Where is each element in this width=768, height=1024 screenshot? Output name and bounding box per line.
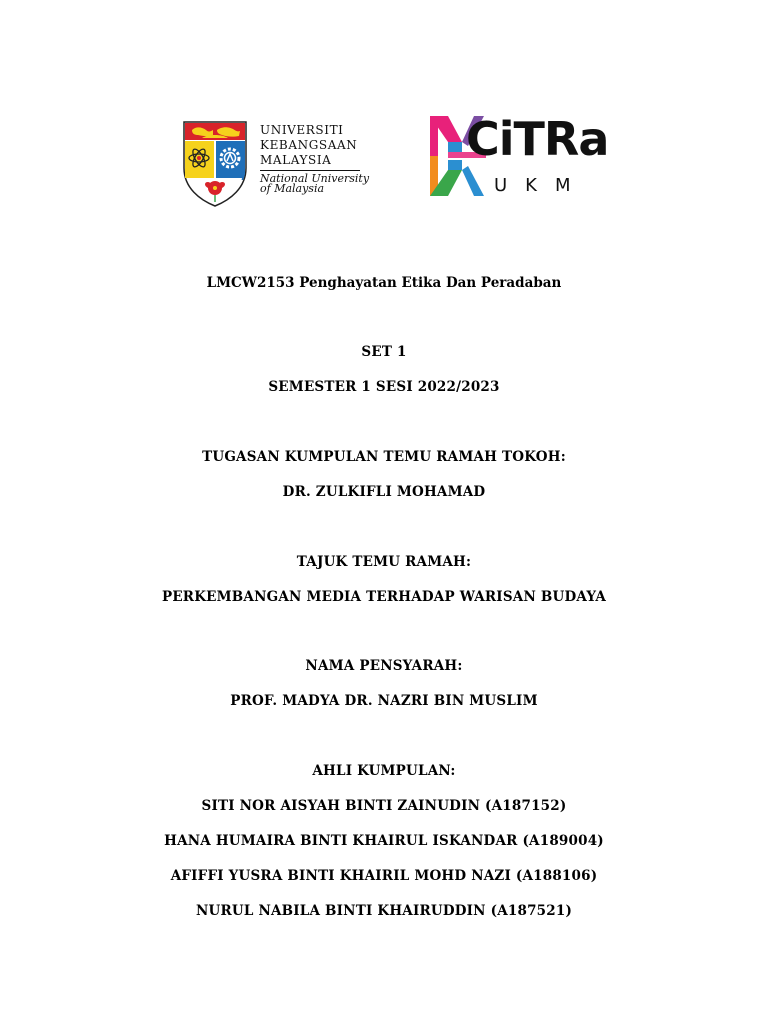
member-item: SITI NOR AISYAH BINTI ZAINUDIN (A187152)	[201, 798, 567, 814]
ukm-logo	[180, 116, 370, 212]
member-item: NURUL NABILA BINTI KHAIRUDDIN (A187521)	[195, 903, 573, 919]
citra-wordmark: CiTRa	[466, 112, 609, 166]
set-label: SET 1	[361, 344, 407, 360]
topic-title: PERKEMBANGAN MEDIA TERHADAP WARISAN BUDAYA	[161, 589, 607, 605]
assignment-heading: TUGASAN KUMPULAN TEMU RAMAH TOKOH:	[202, 449, 566, 465]
course-title: LMCW2153 Penghayatan Etika Dan Peradaban	[206, 275, 562, 291]
ukm-name-line-3: MALAYSIA	[260, 153, 332, 167]
member-item: AFIFFI YUSRA BINTI KHAIRIL MOHD NAZI (A188106)	[170, 868, 598, 884]
ukm-wordmark	[260, 124, 370, 194]
ukm-name-line-1: UNIVERSITI	[260, 123, 344, 137]
citra-sub-wordmark: UKM	[494, 175, 589, 196]
semester-label: SEMESTER 1 SESI 2022/2023	[268, 379, 500, 395]
member-item: HANA HUMAIRA BINTI KHAIRUL ISKANDAR (A189004)	[164, 833, 604, 849]
ukm-name-line-2: KEBANGSAAN	[260, 138, 358, 152]
members-heading: AHLI KUMPULAN:	[312, 763, 456, 779]
ukm-crest-icon	[180, 116, 250, 208]
lecturer-heading: NAMA PENSYARAH:	[305, 658, 463, 674]
lecturer-name: PROF. MADYA DR. NAZRI BIN MUSLIM	[230, 693, 538, 709]
ukm-sub-line-2: of Malaysia	[260, 182, 325, 195]
citra-ukm-logo	[400, 98, 608, 208]
interviewee-name: DR. ZULKIFLI MOHAMAD	[282, 484, 486, 500]
ukm-divider	[260, 170, 360, 171]
ukm-sub-line-1: National University	[260, 172, 370, 185]
topic-heading: TAJUK TEMU RAMAH:	[296, 554, 472, 570]
